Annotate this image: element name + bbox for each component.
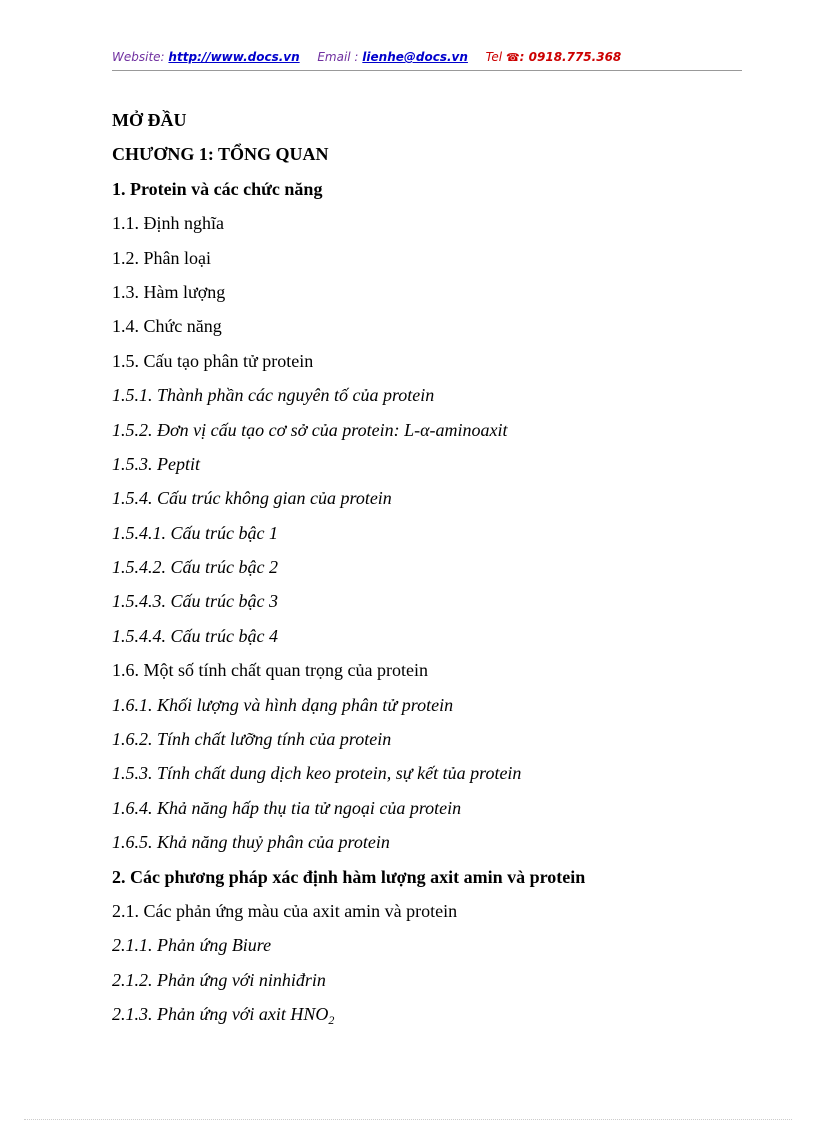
- toc-line: [112, 519, 752, 553]
- tel-number: : 0918.775.368: [519, 50, 622, 64]
- toc-line: [112, 140, 752, 174]
- page-bottom-border: [24, 1119, 792, 1120]
- toc-line-text: 1.5.4.4. Cấu trúc bậc 4: [112, 625, 278, 646]
- toc-line: [112, 931, 752, 965]
- toc-line: [112, 278, 752, 312]
- toc-line: [112, 347, 752, 381]
- toc-line-text: 2. Các phương pháp xác định hàm lượng axit amin và protein: [112, 866, 586, 887]
- toc-line: [112, 381, 752, 415]
- toc-line: [112, 1000, 752, 1034]
- toc-line: [112, 863, 752, 897]
- toc-line-text: 2.1.1. Phản ứng Biure: [112, 935, 272, 956]
- toc-line-text: 1. Protein và các chức năng: [112, 178, 323, 199]
- toc-line-text: 1.5.4.1. Cấu trúc bậc 1: [112, 522, 278, 543]
- toc-line-text: 1.5.1. Thành phần các nguyên tố của protein: [112, 385, 435, 406]
- table-of-contents: [112, 106, 752, 1035]
- header-rule: [112, 70, 742, 71]
- toc-line: [112, 691, 752, 725]
- toc-line-text: 1.4. Chức năng: [112, 316, 222, 337]
- toc-line: [112, 450, 752, 484]
- toc-line-text: 1.1. Định nghĩa: [112, 213, 224, 234]
- toc-line-text: 1.5.2. Đơn vị cấu tạo cơ sở của protein: L-α-aminoaxit: [112, 419, 508, 440]
- toc-line: [112, 828, 752, 862]
- toc-line-text: 1.6. Một số tính chất quan trọng của protein: [112, 660, 428, 681]
- toc-line: [112, 587, 752, 621]
- toc-line: [112, 897, 752, 931]
- toc-line-text: 1.5.4. Cấu trúc không gian của protein: [112, 488, 392, 509]
- toc-line-text: 1.5.4.3. Cấu trúc bậc 3: [112, 591, 278, 612]
- toc-line-text: 1.5.3. Tính chất dung dịch keo protein, sự kết tủa protein: [112, 763, 522, 784]
- toc-line: [112, 106, 752, 140]
- toc-line: [112, 966, 752, 1000]
- toc-line-text: 1.5. Cấu tạo phân tử protein: [112, 350, 314, 371]
- toc-line: [112, 794, 752, 828]
- toc-line: [112, 416, 752, 450]
- email-link[interactable]: lienhe@docs.vn: [362, 50, 468, 64]
- page-header: [112, 50, 742, 64]
- toc-line-text: 1.3. Hàm lượng: [112, 281, 226, 302]
- toc-line-text: 2.1.3. Phản ứng với axit HNO: [112, 1004, 329, 1025]
- toc-line-subscript: 2: [328, 1013, 335, 1028]
- toc-line: [112, 759, 752, 793]
- toc-line-text: 1.5.3. Peptit: [112, 453, 200, 474]
- website-label: Website:: [112, 50, 165, 64]
- toc-line: [112, 484, 752, 518]
- toc-line-text: 1.6.5. Khả năng thuỷ phân của protein: [112, 832, 390, 853]
- toc-line: [112, 656, 752, 690]
- toc-line-text: 1.2. Phân loại: [112, 247, 211, 268]
- toc-line: [112, 553, 752, 587]
- toc-line: [112, 244, 752, 278]
- website-link[interactable]: http://www.docs.vn: [168, 50, 300, 64]
- tel-label: Tel: [485, 50, 503, 64]
- toc-line-text: 1.6.1. Khối lượng và hình dạng phân tử protein: [112, 694, 454, 715]
- toc-line: [112, 209, 752, 243]
- toc-line-text: 1.6.2. Tính chất lưỡng tính của protein: [112, 729, 392, 750]
- toc-line-text: 1.6.4. Khả năng hấp thụ tia tử ngoại của protein: [112, 797, 462, 818]
- toc-line-text: 2.1.2. Phản ứng với ninhiđrin: [112, 969, 326, 990]
- phone-icon: ☎: [505, 51, 520, 64]
- toc-line-text: CHƯƠNG 1: TỔNG QUAN: [112, 144, 329, 165]
- toc-line: [112, 622, 752, 656]
- toc-line: [112, 725, 752, 759]
- toc-line-text: 2.1. Các phản ứng màu của axit amin và protein: [112, 900, 458, 921]
- toc-line: [112, 175, 752, 209]
- toc-line-text: 1.5.4.2. Cấu trúc bậc 2: [112, 557, 278, 578]
- toc-line: [112, 312, 752, 346]
- toc-line-text: MỞ ĐẦU: [112, 110, 187, 130]
- email-label: Email :: [317, 50, 359, 64]
